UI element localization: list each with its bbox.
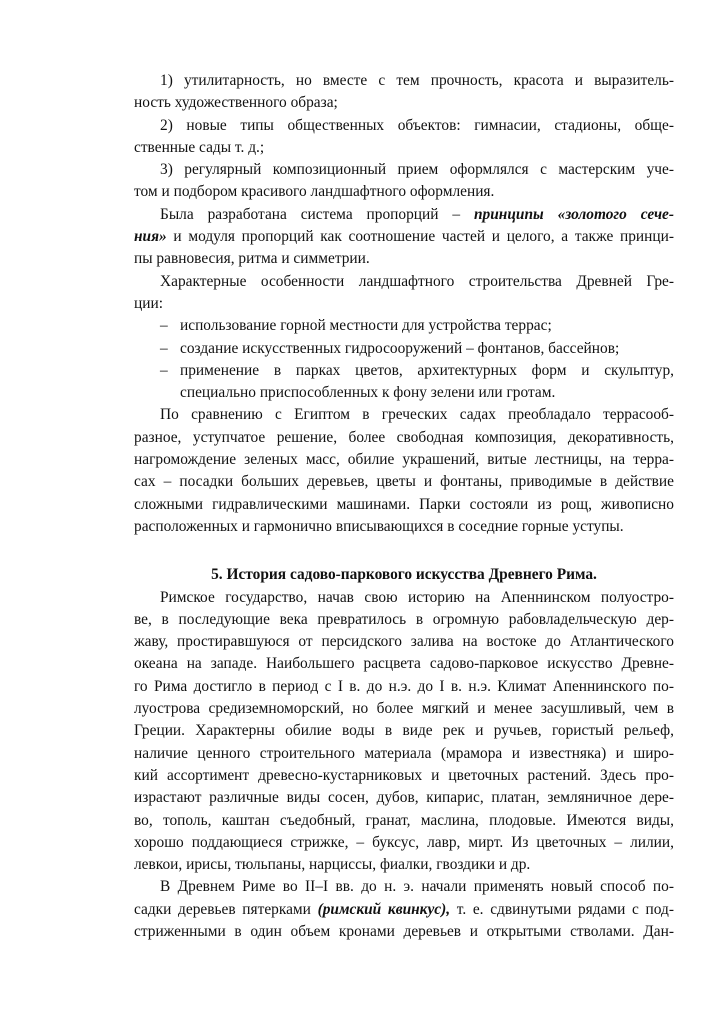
paragraph-8: [134, 876, 674, 943]
list-item-text: создание искусственных гидросооружений – фонтанов, бассейнов;: [180, 339, 620, 357]
list-item-text: использование горной местности для устройства террас;: [180, 317, 552, 335]
text-line: нагромождение зеленых масс, обилие украшений, витые лестницы, на терра-: [134, 451, 674, 469]
list-item-text: применение в парках цветов, архитектурных форм и скульптур,: [180, 361, 674, 379]
text-line: пы равновесия, ритма и симметрии.: [134, 250, 370, 268]
text-line: ции:: [134, 294, 163, 312]
emphasis-golden-section-end: ния»: [134, 228, 167, 246]
emphasis-golden-section: принципы «золотого сече-: [473, 205, 674, 223]
text-run: т. е. сдвинутыми рядами с под-: [450, 900, 674, 918]
bullet-dash: –: [160, 317, 168, 335]
document-body: [134, 70, 674, 943]
section-gap: [134, 553, 674, 558]
text-line: левкои, ирисы, тюльпаны, нарциссы, фиалки, гвоздики и др.: [134, 856, 531, 874]
list-item: [134, 338, 674, 360]
paragraph-4: [134, 204, 674, 271]
text-line: разное, уступчатое решение, более свободная композиция, декоративность,: [134, 428, 674, 446]
text-line: По сравнению с Египтом в греческих садах преобладало террасооб-: [160, 406, 674, 424]
text-line: [134, 899, 674, 921]
paragraph-2: [134, 115, 674, 160]
text-line: наличие ценного строительного материала (мрамора и известняка) и широ-: [134, 744, 674, 762]
text-line: жаву, простиравшуюся от персидского залива на востоке до Атлантического: [134, 633, 674, 651]
text-line: 2) новые типы общественных объектов: гимнасии, стадионы, обще-: [160, 116, 674, 134]
paragraph-1: [134, 70, 674, 115]
list-item-continuation: специально приспособленных к фону зелени или гротам.: [180, 384, 556, 402]
text-run: садки деревьев пятерками: [134, 900, 318, 918]
bullet-dash: –: [160, 361, 168, 379]
text-line: 3) регулярный композиционный прием оформлялся с мастерским уче-: [160, 161, 674, 179]
text-line: расположенных и гармонично вписывающихся в соседние горные уступы.: [134, 517, 624, 535]
text-line: кий ассортимент древесно-кустарниковых и цветочных растений. Здесь про-: [134, 766, 674, 784]
bullet-list: [134, 315, 674, 404]
text-run: Была разработана система пропорций –: [160, 205, 474, 223]
paragraph-7: [134, 587, 674, 877]
text-line: луострова средиземноморский, но более мягкий и менее засушливый, чем в: [134, 700, 674, 718]
text-line: израстают различные виды сосен, дубов, кипарис, платан, земляничное дере-: [134, 789, 674, 807]
text-line: [134, 226, 674, 248]
list-item: [134, 360, 674, 382]
text-line: ность художественного образа;: [134, 94, 338, 112]
paragraph-6: [134, 404, 674, 538]
text-line: стриженными в один объем кронами деревьев и открытыми стволами. Дан-: [134, 922, 674, 940]
section-heading: 5. История садово-паркового искусства Древнего Рима.: [211, 566, 597, 584]
paragraph-5: [134, 271, 674, 316]
bullet-dash: –: [160, 339, 168, 357]
text-line: 1) утилитарность, но вместе с тем прочность, красота и выразитель-: [160, 72, 674, 89]
text-line: ве, в последующие века превратилось в огромную рабовладельческую дер-: [134, 610, 674, 628]
text-line: Греции. Характерны обилие воды в виде рек и ручьев, гористый рельеф,: [134, 722, 674, 740]
text-line: В Древнем Риме во II–I вв. до н. э. начали применять новый способ по-: [160, 878, 674, 896]
text-line: го Рима достигло в период с I в. до н.э. до I в. н.э. Климат Апеннинского по-: [134, 677, 674, 695]
text-line: Характерные особенности ландшафтного строительства Древней Гре-: [160, 272, 674, 290]
emphasis-roman-quincunx: (римский квинкус),: [317, 900, 451, 918]
text-line: хорошо поддающиеся стрижке, – буксус, лавр, мирт. Из цветочных – лилии,: [134, 833, 674, 851]
text-line: том и подбором красивого ландшафтного оформления.: [134, 183, 495, 201]
text-line: океана на западе. Наибольшего расцвета садово-парковое искусство Древне-: [134, 655, 674, 673]
text-run: и модуля пропорций как соотношение частей и целого, а также принци-: [166, 228, 674, 246]
paragraph-3: [134, 159, 674, 204]
list-item: [134, 315, 674, 337]
text-line: сах – посадки больших деревьев, цветы и фонтаны, приводимые в действие: [134, 473, 674, 491]
text-line: Римское государство, начав свою историю на Апеннинском полуостро-: [160, 588, 674, 606]
text-line: во, тополь, каштан съедобный, гранат, маслина, плодовые. Имеются виды,: [134, 811, 674, 829]
text-line: сложными гидравлическими машинами. Парки состояли из рощ, живописно: [134, 495, 674, 513]
text-line: ственные сады т. д.;: [134, 138, 265, 156]
text-line: [134, 204, 674, 226]
